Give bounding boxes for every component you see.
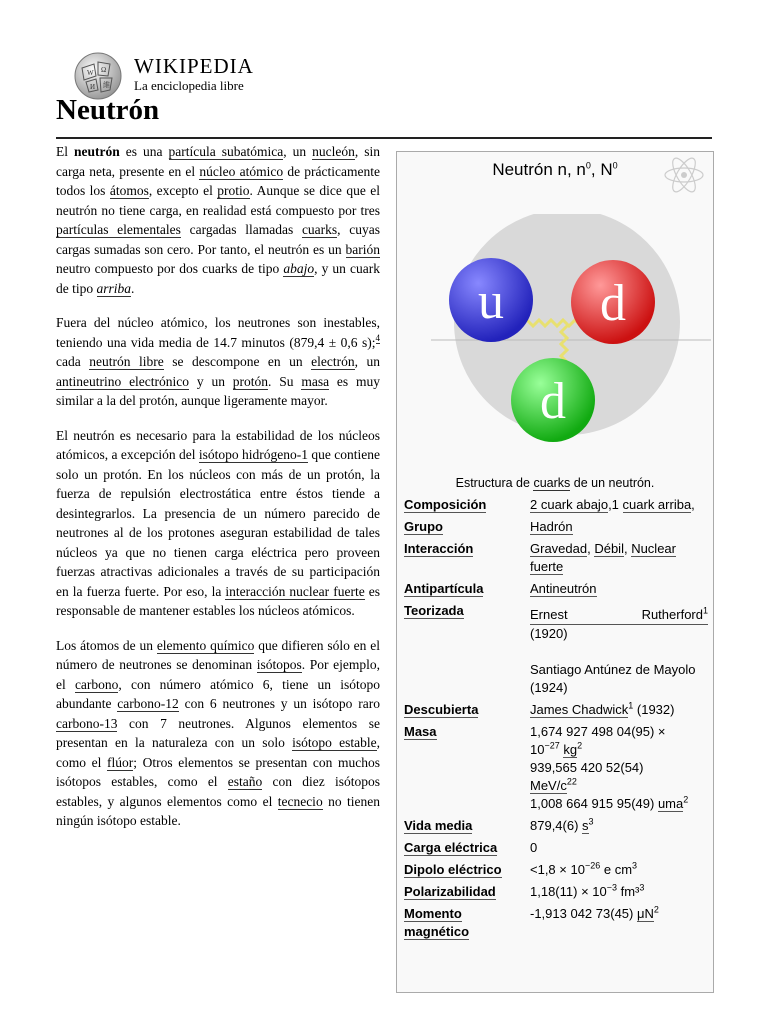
quark-label-u: u xyxy=(478,273,504,330)
link-gravedad[interactable]: Gravedad xyxy=(530,541,588,556)
wikipedia-header[interactable] xyxy=(72,50,272,100)
link-particula[interactable]: partícula subatómica xyxy=(168,144,284,159)
row-descubierta: Descubierta James Chadwick$^1$ (1932) xyxy=(404,700,675,717)
link-carbono-13[interactable]: carbono-13 xyxy=(56,715,118,731)
link-proton[interactable]: protón xyxy=(232,373,269,389)
page-title: Neutrón xyxy=(56,94,160,126)
ref-4[interactable]: 4 xyxy=(375,333,380,343)
link-isotopo-h1[interactable]: isótopo hidrógeno-1 xyxy=(198,447,308,462)
link-barion[interactable]: barión xyxy=(345,241,380,257)
svg-text:維: 維 xyxy=(103,81,110,89)
tagline: La enciclopedia libre xyxy=(134,78,244,93)
infobox-title: Neutrón n, $n^0$, $N^0$ xyxy=(492,160,618,179)
link-atomos[interactable]: átomos xyxy=(109,183,149,198)
link-cuark-abajo[interactable]: 2 cuark abajo xyxy=(530,497,609,512)
link-carbono-12[interactable]: carbono-12 xyxy=(117,696,179,711)
paragraph-3: El neutrón es necesario para la estabilidad de los núcleos atómicos, a excepción del isótopo hidrógeno-1 que contiene solo un protón. En los núcleos con más de un protón, la fuerza de repulsión electrostática entre éstos tiende a desintegrarlos. La presencia de un número parecido de neutrones al de los protones aseguran estabilidad de tales núcleos ya que no tienen carga eléctrica pero proveen fuerzas atractivas adicionales a través de su participación en la fuerza fuerte. Por eso, la interacción nuclear fuerte es responsable de mantener estables los núcleos atómicos. xyxy=(56,427,380,618)
title-divider xyxy=(56,137,712,139)
link-masa[interactable]: masa xyxy=(301,373,330,389)
svg-text:W: W xyxy=(87,69,94,77)
link-carbono[interactable]: carbono xyxy=(74,676,119,692)
row-momento: Momento magnético -1,913 042 73(45) $\mu N^2$ xyxy=(404,904,659,939)
link-caption-cuarks[interactable]: cuarks xyxy=(533,476,571,490)
link-fluor[interactable]: flúor xyxy=(107,754,134,770)
link-hadron[interactable]: Hadrón xyxy=(530,519,573,534)
row-teorizada: Teorizada Ernest Rutherford$^1$ (1920) Santiago Antúnez de Mayolo (1924) xyxy=(404,603,708,695)
paragraph-1: El neutrón es una partícula subatómica, un nucleón, sin carga neta, presente en el núcleo atómico de prácticamente todos los átomos, excepto el protio. Aunque se dice que el neutrón no tiene carga, en realidad está compuesto por tres partículas elementales cargadas llamadas cuarks, cuyas cargas sumadas son cero. Por tanto, el neutrón es un barión neutro compuesto por dos cuarks de tipo abajo, y un cuark de tipo arriba. xyxy=(56,144,381,296)
link-elemento[interactable]: elemento químico xyxy=(156,637,255,653)
row-antiparticula: Antipartícula Antineutrón xyxy=(404,581,597,596)
link-antineutrino[interactable]: antineutrino electrónico xyxy=(56,373,190,389)
quark-label-d2: d xyxy=(540,373,566,430)
atom-icon xyxy=(663,156,705,194)
link-interaccion-fuerte[interactable]: interacción nuclear fuerte xyxy=(225,583,365,599)
quark-label-d1: d xyxy=(600,275,626,332)
link-debil[interactable]: Débil xyxy=(594,541,624,556)
article-body xyxy=(56,142,380,846)
row-grupo: Grupo Hadrón xyxy=(404,519,573,534)
row-composicion: Composición 2 cuark abajo,1 cuark arriba, xyxy=(404,497,695,512)
link-isotopo-estable[interactable]: isótopo estable xyxy=(292,735,377,750)
wordmark: WIKIPEDIA xyxy=(134,54,254,78)
link-nuclear-fuerte[interactable]: Nuclear fuerte xyxy=(530,541,676,574)
figure-caption: Estructura de cuarks de un neutrón. xyxy=(455,476,655,490)
row-carga: Carga eléctrica 0 xyxy=(404,840,538,855)
link-nucleo[interactable]: núcleo atómico xyxy=(199,163,284,179)
quark-structure-figure xyxy=(431,214,711,444)
link-nucleon[interactable]: nucleón xyxy=(312,144,355,159)
link-tecnecio[interactable]: tecnecio xyxy=(277,793,323,809)
infobox-rows xyxy=(404,496,708,945)
row-dipolo: Dipolo eléctrico $<1,8 \times 10^{-26}$ e $cm^3$ xyxy=(404,860,638,877)
link-protio[interactable]: protio xyxy=(217,183,250,198)
link-antineutron[interactable]: Antineutrón xyxy=(530,581,597,596)
infobox xyxy=(396,151,714,993)
link-cuark-arriba[interactable]: cuark arriba xyxy=(622,497,692,512)
link-cuarks[interactable]: cuarks xyxy=(301,222,338,237)
link-neutron-libre[interactable]: neutrón libre xyxy=(89,354,164,369)
link-electron[interactable]: electrón xyxy=(311,354,355,369)
row-vida-media: Vida media 879,4(6) $s^3$ xyxy=(404,816,594,833)
paragraph-2: Fuera del núcleo atómico, los neutrones son inestables, teniendo una vida media de 14.7 minutos (879,4 ± 0,6 s);$^4$ cada neutrón libre se descompone en un electrón, un antineutrino electrónico y un protón. Su masa es muy similar a la del protón, aunque ligeramente mayor. xyxy=(56,315,381,408)
paragraph-4: Los átomos de un elemento químico que difieren sólo en el número de neutrones se denominan isótopos. Por ejemplo, el carbono, con número atómico 6, tiene un isótopo abundante carbono-12 con 6 neutrones y un isótopo raro carbono-13 con 7 neutrones. Algunos elementos se presentan en la naturaleza con un solo isótopo estable, como el flúor; Otros elementos se presentan con muchos isótopos estables, como el estaño con diez isótopos estables, y algunos elementos como el tecnecio no tienen ningún isótopo estable. xyxy=(56,637,380,828)
link-arriba[interactable]: arriba xyxy=(96,280,132,296)
row-interaccion: Interacción Gravedad, Débil, Nuclear fuerte xyxy=(404,541,676,574)
link-abajo[interactable]: abajo xyxy=(283,261,315,276)
row-polarizabilidad: Polarizabilidad $1,18(11) \times 10^{-3}$ fm³$^3$ xyxy=(404,882,645,899)
svg-text:Ω: Ω xyxy=(101,66,107,74)
link-estano[interactable]: estaño xyxy=(227,774,263,789)
link-chadwick[interactable]: James Chadwick xyxy=(530,702,629,717)
row-masa: Masa 1,674 927 498 04(95) × $10^{-27}$ $kg^2$ 939,565 420 52(54) MeV/$c^{22}$ 1,008 664 915 95(49) uma$^2$ xyxy=(404,724,689,811)
link-isotopos[interactable]: isótopos xyxy=(256,657,302,672)
link-particulas-elementales[interactable]: partículas elementales xyxy=(56,222,181,237)
svg-text:И: И xyxy=(90,83,96,91)
